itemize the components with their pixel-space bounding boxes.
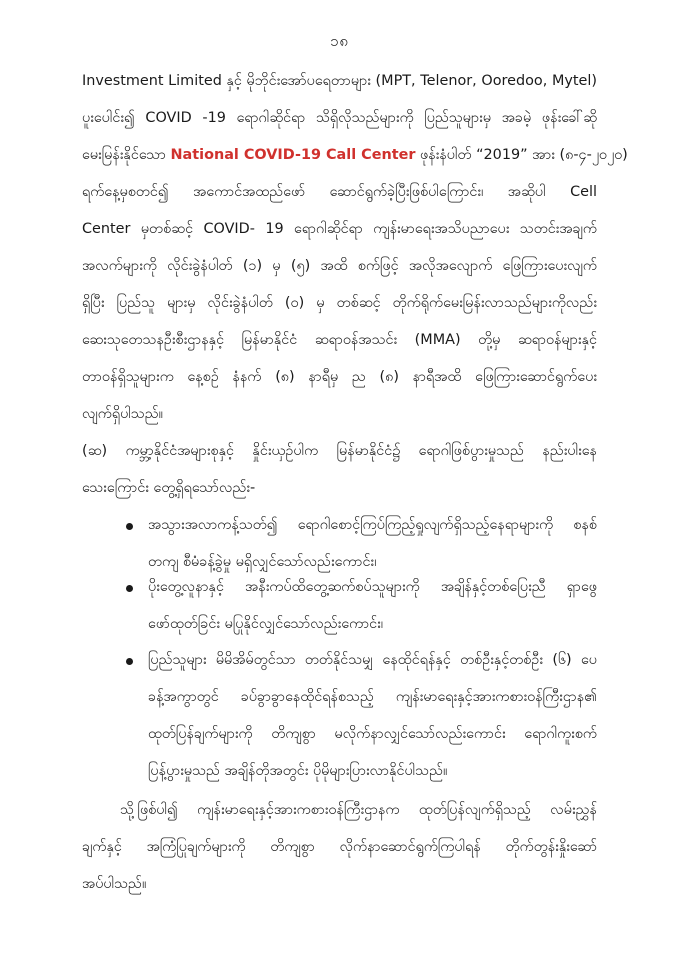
paragraph-line: ချက်နှင့် အကြံပြုချက်များကို တိကျစွာ လိုက်နာဆောင်ရွက်ကြပါရန် တိုက်တွန်းနှိုးဆော် — [82, 839, 597, 855]
paragraph-line: တာဝန်ရှိသူများက နေ့စဉ် နံနက် (၈) နာရီမှ ည (၈) နာရီအထိ ဖြေကြားဆောင်ရွက်ပေး — [82, 369, 597, 385]
bullet-line: ဖော်ထုတ်ခြင်း မပြုနိုင်လျှင်သော်လည်းကောင်း၊ — [148, 616, 384, 632]
paragraph-line: Center မှတစ်ဆင့် COVID- 19 ရောဂါဆိုင်ရာ ကျန်းမာရေးအသိပညာပေး သတင်းအချက် — [82, 221, 597, 237]
bullet-line: ပိုးတွေ့လူနာနှင့် အနီးကပ်ထိတွေ့ဆက်စပ်သူများကို အချိန်နှင့်တစ်ပြေးညီ ရှာဖွေ — [148, 579, 597, 595]
paragraph-line: ဆေးသုတေသနဦးစီးဌာနနှင့် မြန်မာနိုင်ငံ ဆရာဝန်အသင်း (MMA) တို့မှ ဆရာဝန်များနှင့် — [82, 332, 597, 348]
bullet-line: ခန့်အကွာတွင် ခပ်ခွာခွာနေထိုင်ရန်စသည့် ကျန်းမာရေးနှင့်အားကစားဝန်ကြီးဌာန၏ — [148, 689, 597, 705]
paragraph-line-with-highlight — [82, 145, 628, 165]
call-center-highlight: National COVID-19 Call Center — [170, 147, 416, 163]
paragraph-line: ရှိပြီး ပြည်သူ များမှ လိုင်းခွဲနံပါတ် (၀) မှ တစ်ဆင့် တိုက်ရိုက်မေးမြန်းလာသည်များကိုလည်း — [82, 295, 597, 311]
paragraph-line: ရက်နေ့မှစတင်၍ အကောင်အထည်ဖော် ဆောင်ရွက်ခဲ့ပြီးဖြစ်ပါကြောင်း၊ အဆိုပါ Cell — [82, 184, 597, 200]
bullet-line: ပြန့်ပွားမှုသည် အချိန်တိုအတွင်း ပိုမိုများပြားလာနိုင်ပါသည်။ — [148, 763, 448, 779]
paragraph-line: အပ်ပါသည်။ — [82, 876, 147, 892]
paragraph-line: Investment Limited နှင့် မိုဘိုင်းအော်ပရေတာများ (MPT, Telenor, Ooredoo, Mytel) — [82, 73, 597, 89]
paragraph-line: ပူးပေါင်း၍ COVID -19 ရောဂါဆိုင်ရာ သိရှိလိုသည်များကို ပြည်သူများမှ အခမဲ့ ဖုန်းခေါ်ဆို — [82, 110, 597, 126]
paragraph-line: သို့ဖြစ်ပါ၍ ကျန်းမာရေးနှင့်အားကစားဝန်ကြီးဌာနက ထုတ်ပြန်လျက်ရှိသည့် လမ်းညွှန် — [120, 802, 597, 818]
bullet-line: ထုတ်ပြန်ချက်များကို တိကျစွာ မလိုက်နာလျှင်သော်လည်းကောင်း ရောဂါကူးစက် — [148, 726, 597, 742]
paragraph-text: မေးမြန်းနိုင်သော — [82, 147, 166, 163]
paragraph-line: (ဆ) ကမ္ဘာ့နိုင်ငံအများစုနှင့် နှိုင်းယှဉ်ပါက မြန်မာနိုင်ငံ၌ ရောဂါဖြစ်ပွားမှုသည် နည်းပါးနေ — [82, 443, 597, 459]
bullet-icon — [126, 523, 133, 530]
paragraph-line: လျက်ရှိပါသည်။ — [82, 406, 163, 422]
paragraph-line: အလက်များကို လိုင်းခွဲနံပါတ် (၁) မှ (၅) အထိ စက်ဖြင့် အလိုအလျောက် ဖြေကြားပေးလျက် — [82, 258, 597, 274]
paragraph-text: ဖုန်းနံပါတ် “2019” အား (၈-၄-၂၀၂၀) — [420, 147, 628, 163]
bullet-icon — [126, 585, 133, 592]
bullet-icon — [126, 658, 133, 665]
bullet-line: အသွားအလာကန့်သတ်၍ ရောဂါစောင့်ကြပ်ကြည့်ရှုလျက်ရှိသည့်နေရာများကို စနစ် — [148, 517, 597, 533]
bullet-line: တကျ စီမံခန့်ခွဲမှု မရှိလျှင်သော်လည်းကောင်း၊ — [148, 554, 377, 570]
page-number: ၁၈ — [329, 32, 349, 50]
paragraph-line: သေးကြောင်း တွေ့ရှိရသော်လည်း- — [82, 480, 256, 496]
bullet-line: ပြည်သူများ မိမိအိမ်တွင်သာ တတ်နိုင်သမျှ နေထိုင်ရန်နှင့် တစ်ဦးနှင့်တစ်ဦး (၆) ပေ — [148, 652, 597, 668]
